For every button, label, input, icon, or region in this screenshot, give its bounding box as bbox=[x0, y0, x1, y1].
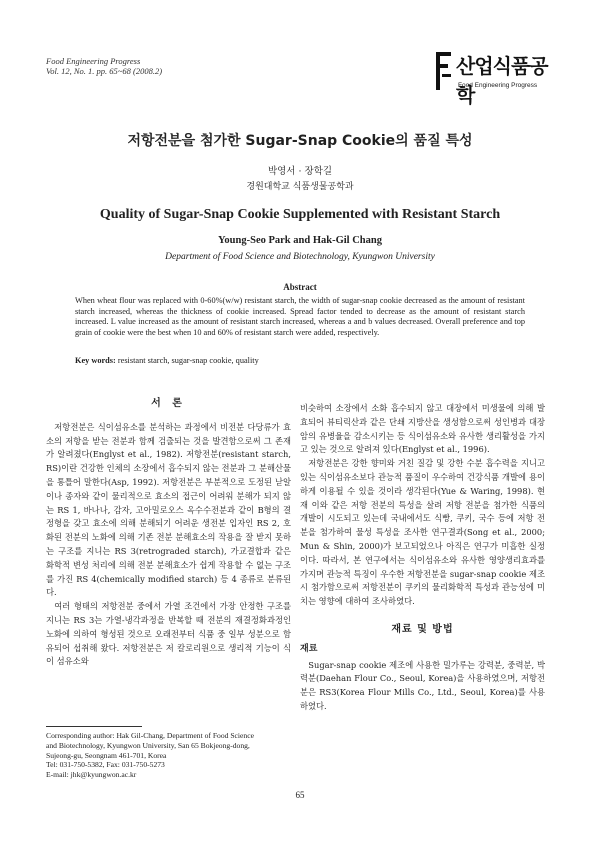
footnote-line-1: Corresponding author: Hak Gil-Chang, Department of Food Science bbox=[46, 731, 254, 740]
affiliation-english: Department of Food Science and Biotechnology, Kyungwon University bbox=[165, 252, 435, 262]
keywords-label: Key words: bbox=[75, 356, 116, 365]
authors-korean: 박영서 · 장학길 bbox=[267, 166, 333, 177]
journal-logo-title: 산업식품공학 bbox=[456, 54, 548, 107]
abstract-heading: Abstract bbox=[283, 282, 317, 292]
section-heading-methods: 재료 및 방법 bbox=[391, 623, 454, 635]
affiliation-korean: 경원대학교 식품생물공학과 bbox=[246, 182, 354, 192]
intro-paragraph-4: 저항전분은 강한 향미와 거친 질감 및 강한 수분 흡수력을 지니고 있는 식이섬유소보다 관능적 품질이 우수하여 건강식품 개발에 용이하게 이용될 수 있을 것이라 생각된다(Yue & Waring, 1998). 현재 이와 같은 저항 전분의 특성을 살려 저항 전분을 첨가한 식품의 개발이 시도되고 있는데 국내에서도 식빵, 쿠키, 국수 등에 저항 전분을 첨가하여 물성 특성을 조사한 연구결과(Song et al., 2000; Mun & Shin, 2000)가 보고되었으나 아직은 연구가 미흡한 실정이다. 따라서, 본 연구에서는 식이섬유소와 유사한 영양생리효과를 가지며 관능적 특징이 우수한 저항전분을 sugar-snap cookie 제조 시 첨가함으로써 저항전분이 쿠키의 물리화학적 특성과 관능성에 미치는 영향에 대하여 조사하였다. bbox=[300, 458, 545, 607]
corresponding-author-footnote bbox=[46, 731, 296, 780]
paper-title-korean: 저항전분을 첨가한 Sugar-Snap Cookie의 품질 특성 bbox=[127, 133, 473, 149]
footnote-line-2: and Biotechnology, Kyungwon University, San 65 Bokjeong-dong, bbox=[46, 740, 250, 750]
right-column bbox=[300, 402, 545, 714]
page-number: 65 bbox=[295, 790, 305, 800]
keywords bbox=[75, 356, 259, 365]
journal-logo bbox=[436, 50, 556, 107]
journal-name: Food Engineering Progress bbox=[46, 56, 141, 66]
footnote-line-4: Tel: 031-750-5382, Fax: 031-750-5273 bbox=[46, 760, 165, 770]
footnote-divider bbox=[46, 726, 142, 727]
journal-citation bbox=[46, 56, 162, 76]
intro-paragraph-3: 비슷하여 소장에서 소화 흡수되지 않고 대장에서 미생물에 의해 발효되어 뷰티릭산과 같은 단쇄 지방산을 생성함으로써 성인병과 대장암의 유병율을 감소시키는 등 식이섬유소와 유사한 생리활성을 가지고 있는 것으로 알려져 있다(Englyst et al., 1996). bbox=[300, 403, 545, 455]
keywords-list: resistant starch, sugar-snap cookie, quality bbox=[115, 356, 259, 365]
footnote-line-3: Sujeong-gu, Seongnam 461-701, Korea bbox=[46, 750, 167, 760]
intro-paragraph-2: 여러 형태의 저항전분 중에서 가열 조건에서 가장 안정한 구조를 지니는 RS 3는 가열-냉각과정을 반복할 때 전분의 재결정화과정인 노화에 의하여 형성된 것으로 오래전부터 식품 중 일부 성분으로 함유되어 섭취해 왔다. 저항전분은 저 칼로리원으로 생리적 기능이 식이 섬유소와 bbox=[46, 601, 291, 667]
intro-paragraph-1: 저항전분은 식이섬유소를 분석하는 과정에서 비전분 다당류가 효소의 저항을 받는 전분과 함께 검출되는 것을 발견함으로써 그 존재가 알려졌다(Englyst et al., 1982). 저항전분(resistant starch, RS)이란 건강한 인체의 소장에서 흡수되지 않는 전분과 그 분해산물을 통틀어 말한다(Asp, 1992). 저항전분은 부분적으로 도정된 낟알이나 종자와 같이 물리적으로 효소의 접근이 어려워 분해가 되지 않는 RS 1, 바나나, 감자, 고아밀로오스 옥수수전분과 같이 B형의 결정형을 갖고 효소에 의해 분해되기 어려운 생전분 입자인 RS 2, 호화된 전분의 노화에 의해 기존 전분 분해효소의 작용을 잘 받지 못하는 구조를 지니는 RS 3(retrograded starch), 가교결합과 같은 화학적 변성 처리에 의해 전분 분해효소가 쉽게 작용할 수 없는 구조를 가진 RS 4(chemically modified starch) 등 4 종류로 분류된다. bbox=[46, 421, 291, 598]
paper-title-english: Quality of Sugar-Snap Cookie Supplemented with Resistant Starch bbox=[99, 207, 501, 222]
journal-logo-icon bbox=[436, 52, 453, 90]
journal-logo-subtitle: Food Engineering Progress bbox=[458, 82, 538, 89]
authors-english: Young-Seo Park and Hak-Gil Chang bbox=[218, 235, 382, 246]
subsection-heading-materials: 재료 bbox=[300, 643, 318, 654]
section-heading-introduction: 서 론 bbox=[151, 398, 186, 409]
footnote-line-5: E-mail: jhk@kyungwon.ac.kr bbox=[46, 770, 137, 780]
journal-volume: Vol. 12, No. 1. pp. 65~68 (2008.2) bbox=[46, 66, 163, 76]
left-column bbox=[46, 397, 291, 669]
methods-paragraph-1: Sugar-snap cookie 제조에 사용한 밀가루는 강력분, 중력분, 박력분(Daehan Flour Co., Seoul, Korea)을 사용하였으며, 저항전분은 RS3(Korea Flour Mills Co., Ltd., Seoul, Korea)를 사용하였다. bbox=[300, 659, 545, 711]
abstract-text: When wheat flour was replaced with 0-60%(w/w) resistant starch, the width of sugar-snap cookie decreased as the amount of resistant starch increased, whereas the thickness of cookie increased. Spread factor tended to decrease as the amount of resistant starch increased. L value increased as the amount of resistant starch increased, whereas a and b values decreased. Overall preference and top grain of cookie were the best when 10 and 60% of resistant starch were added, respectively. bbox=[75, 296, 525, 338]
